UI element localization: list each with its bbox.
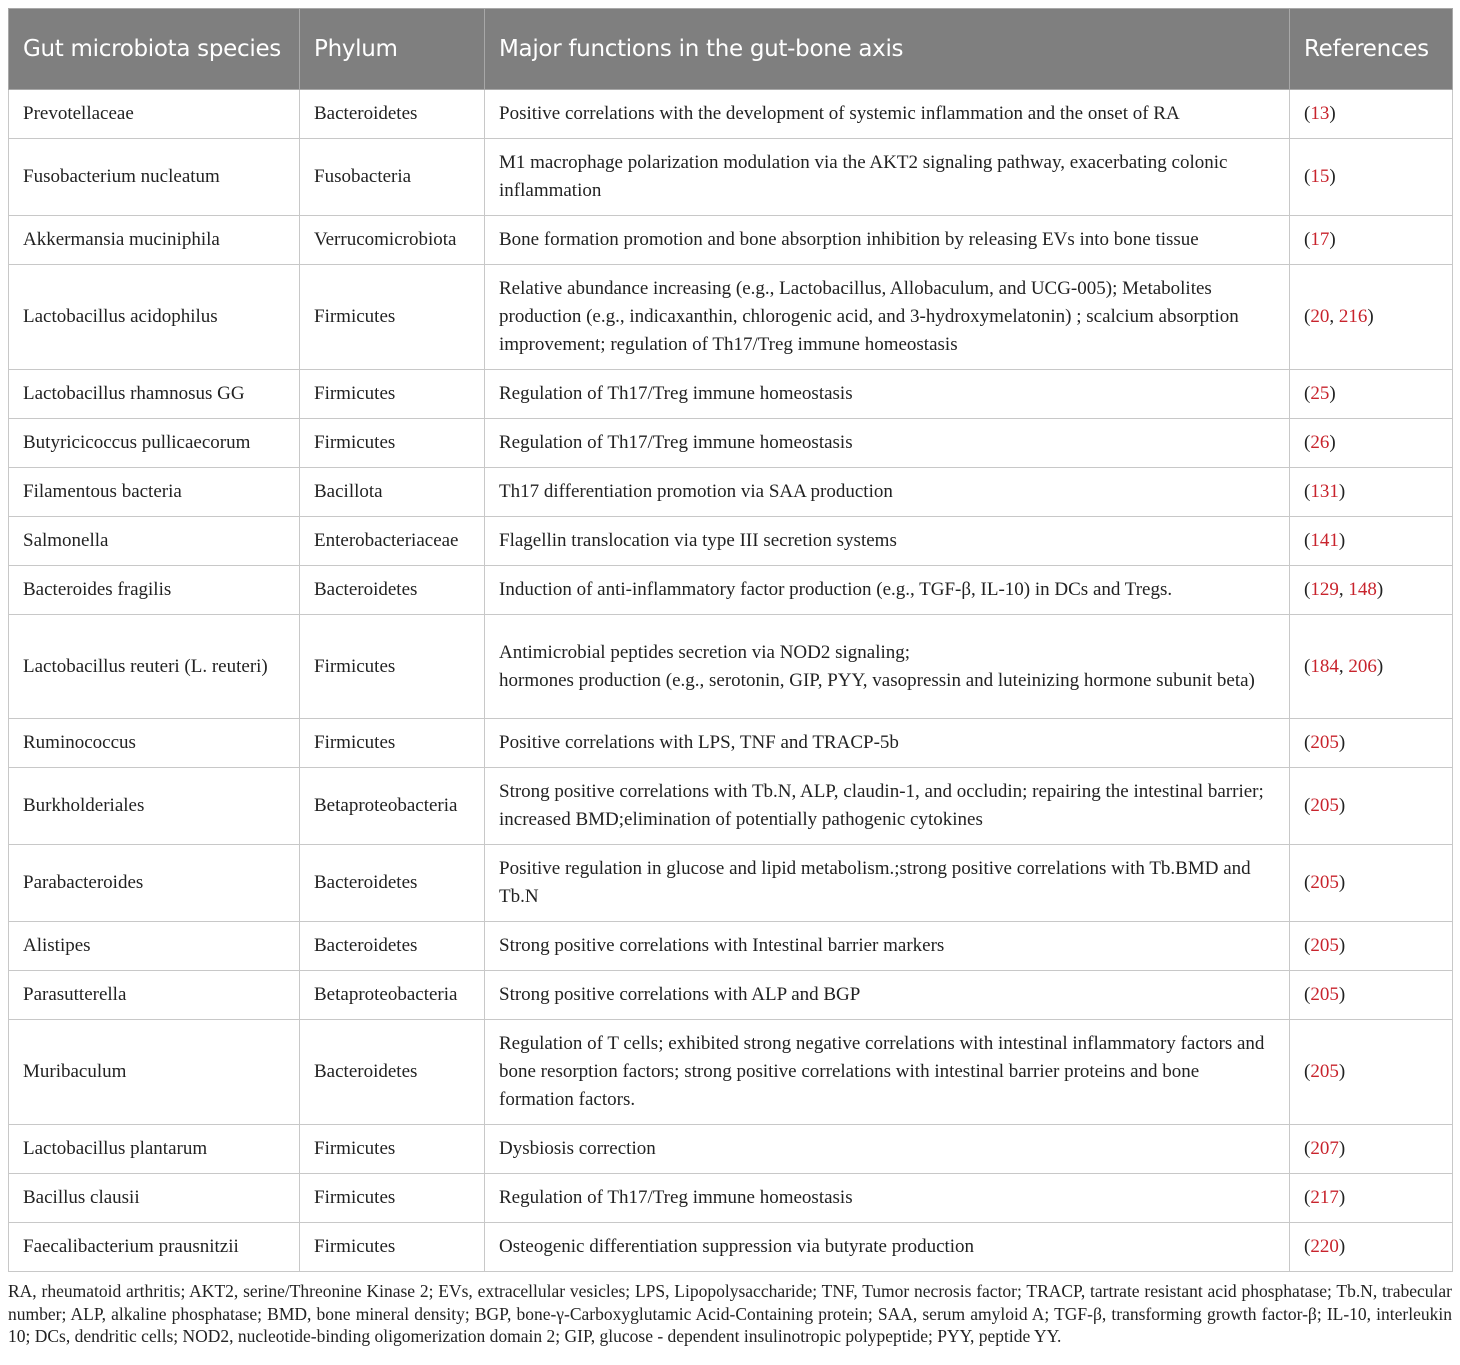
- species-cell: Bacillus clausii: [9, 1174, 300, 1223]
- function-cell: Antimicrobial peptides secretion via NOD2 signaling; hormones production (e.g., serotonin, GIP, PYY, vasopressin and luteinizing hormone subunit beta): [485, 615, 1290, 719]
- references-cell: (26): [1290, 419, 1453, 468]
- reference-link[interactable]: 13: [1310, 103, 1330, 124]
- table-row: [9, 566, 1453, 615]
- function-cell: Positive regulation in glucose and lipid metabolism.;strong positive correlations with Tb.BMD and Tb.N: [485, 845, 1290, 922]
- gut-microbiota-table: [8, 8, 1453, 1272]
- species-cell: Muribaculum: [9, 1020, 300, 1125]
- references-cell: (20, 216): [1290, 265, 1453, 370]
- table-row: [9, 922, 1453, 971]
- references-cell: (205): [1290, 1020, 1453, 1125]
- species-cell: Salmonella: [9, 517, 300, 566]
- function-cell: Bone formation promotion and bone absorption inhibition by releasing EVs into bone tissue: [485, 216, 1290, 265]
- references-cell: (205): [1290, 922, 1453, 971]
- reference-link[interactable]: 205: [1310, 1061, 1339, 1082]
- function-cell: Regulation of T cells; exhibited strong negative correlations with intestinal inflammatory factors and bone resorption factors; strong positive correlations with intestinal barrier proteins and bone formation factors.: [485, 1020, 1290, 1125]
- function-cell: Relative abundance increasing (e.g., Lactobacillus, Allobaculum, and UCG-005); Metabolites production (e.g., indicaxanthin, chlorogenic acid, and 3-hydroxymelatonin) ; scalcium absorption improvement; regulation of Th17/Treg immune homeostasis: [485, 265, 1290, 370]
- function-cell: Regulation of Th17/Treg immune homeostasis: [485, 419, 1290, 468]
- reference-link[interactable]: 216: [1338, 306, 1368, 327]
- table-row: [9, 845, 1453, 922]
- species-cell: Faecalibacterium prausnitzii: [9, 1223, 300, 1272]
- phylum-cell: Betaproteobacteria: [300, 971, 485, 1020]
- reference-link[interactable]: 25: [1310, 383, 1330, 404]
- table-row: [9, 216, 1453, 265]
- references-cell: (217): [1290, 1174, 1453, 1223]
- phylum-cell: Firmicutes: [300, 615, 485, 719]
- phylum-cell: Bacteroidetes: [300, 845, 485, 922]
- reference-link[interactable]: 184: [1310, 655, 1339, 677]
- table-row: [9, 1125, 1453, 1174]
- phylum-cell: Fusobacteria: [300, 139, 485, 216]
- table-footnote: RA, rheumatoid arthritis; AKT2, serine/Threonine Kinase 2; EVs, extracellular vesicles; LPS, Lipopolysaccharide; TNF, Tumor necrosis factor; TRACP, tartrate resistant acid phosphatase; Tb.N, trabecular number; ALP, alkaline phosphatase; BMD, bone mineral density; BGP, bone-γ-Carboxyglutamic Acid-Containing protein; SAA, serum amyloid A; TGF-β, transforming growth factor-β; IL-10, interleukin 10; DCs, dendritic cells; NOD2, nucleotide-binding oligomerization domain 2; GIP, glucose - dependent insulinotropic polypeptide; PYY, peptide YY.: [8, 1281, 1452, 1346]
- species-cell: Lactobacillus rhamnosus GG: [9, 370, 300, 419]
- table-row: [9, 1223, 1453, 1272]
- phylum-cell: Bacteroidetes: [300, 90, 485, 139]
- references-cell: (17): [1290, 216, 1453, 265]
- phylum-cell: Firmicutes: [300, 419, 485, 468]
- table-row: [9, 1174, 1453, 1223]
- function-cell: Strong positive correlations with Tb.N, ALP, claudin-1, and occludin; repairing the intestinal barrier; increased BMD;elimination of potentially pathogenic cytokines: [485, 768, 1290, 845]
- function-cell: Osteogenic differentiation suppression via butyrate production: [485, 1223, 1290, 1272]
- references-cell: (205): [1290, 845, 1453, 922]
- species-cell: Butyricicoccus pullicaecorum: [9, 419, 300, 468]
- phylum-cell: Firmicutes: [300, 1174, 485, 1223]
- references-cell: (15): [1290, 139, 1453, 216]
- table-row: [9, 419, 1453, 468]
- header-row: [9, 9, 1453, 90]
- header-phylum: Phylum: [300, 9, 485, 90]
- phylum-cell: Bacillota: [300, 468, 485, 517]
- table-row: [9, 1020, 1453, 1125]
- references-cell: (205): [1290, 719, 1453, 768]
- function-cell: Dysbiosis correction: [485, 1125, 1290, 1174]
- species-cell: Akkermansia muciniphila: [9, 216, 300, 265]
- references-cell: (141): [1290, 517, 1453, 566]
- species-cell: Filamentous bacteria: [9, 468, 300, 517]
- phylum-cell: Betaproteobacteria: [300, 768, 485, 845]
- phylum-cell: Bacteroidetes: [300, 566, 485, 615]
- reference-link[interactable]: 148: [1348, 579, 1377, 600]
- function-cell: Strong positive correlations with Intestinal barrier markers: [485, 922, 1290, 971]
- species-cell: Ruminococcus: [9, 719, 300, 768]
- reference-link[interactable]: 26: [1310, 432, 1330, 453]
- function-cell: M1 macrophage polarization modulation via the AKT2 signaling pathway, exacerbating colonic inflammation: [485, 139, 1290, 216]
- species-cell: Parasutterella: [9, 971, 300, 1020]
- table-row: [9, 265, 1453, 370]
- table-row: [9, 719, 1453, 768]
- phylum-cell: Bacteroidetes: [300, 1020, 485, 1125]
- reference-link[interactable]: 129: [1310, 579, 1339, 600]
- phylum-cell: Firmicutes: [300, 265, 485, 370]
- phylum-cell: Firmicutes: [300, 719, 485, 768]
- table-body: [9, 90, 1453, 1272]
- references-cell: (129, 148): [1290, 566, 1453, 615]
- table-row: [9, 139, 1453, 216]
- species-cell: Lactobacillus reuteri (L. reuteri): [9, 615, 300, 719]
- phylum-cell: Bacteroidetes: [300, 922, 485, 971]
- phylum-cell: Firmicutes: [300, 1125, 485, 1174]
- references-cell: (184, 206): [1290, 615, 1453, 719]
- reference-link[interactable]: 207: [1310, 1138, 1339, 1159]
- reference-link[interactable]: 205: [1310, 732, 1339, 753]
- function-cell: Flagellin translocation via type III secretion systems: [485, 517, 1290, 566]
- references-cell: (13): [1290, 90, 1453, 139]
- function-cell: Regulation of Th17/Treg immune homeostasis: [485, 1174, 1290, 1223]
- phylum-cell: Enterobacteriaceae: [300, 517, 485, 566]
- references-cell: (25): [1290, 370, 1453, 419]
- species-cell: Lactobacillus acidophilus: [9, 265, 300, 370]
- table-container: [8, 8, 1452, 1365]
- table-row: [9, 971, 1453, 1020]
- species-cell: Parabacteroides: [9, 845, 300, 922]
- table-row: [9, 768, 1453, 845]
- table-row: [9, 615, 1453, 719]
- header-functions: Major functions in the gut-bone axis: [485, 9, 1290, 90]
- reference-link[interactable]: 220: [1310, 1236, 1339, 1257]
- header-species: Gut microbiota species: [9, 9, 300, 90]
- species-cell: Alistipes: [9, 922, 300, 971]
- reference-link[interactable]: 217: [1310, 1187, 1339, 1208]
- references-cell: (205): [1290, 768, 1453, 845]
- reference-link[interactable]: 17: [1310, 229, 1330, 250]
- function-cell: Induction of anti-inflammatory factor production (e.g., TGF-β, IL-10) in DCs and Tregs.: [485, 566, 1290, 615]
- reference-link[interactable]: 205: [1310, 984, 1339, 1005]
- reference-link[interactable]: 205: [1310, 935, 1339, 956]
- species-cell: Fusobacterium nucleatum: [9, 139, 300, 216]
- reference-link[interactable]: 15: [1310, 166, 1330, 187]
- function-cell: Positive correlations with the development of systemic inflammation and the onset of RA: [485, 90, 1290, 139]
- phylum-cell: Firmicutes: [300, 1223, 485, 1272]
- species-cell: Lactobacillus plantarum: [9, 1125, 300, 1174]
- references-cell: (131): [1290, 468, 1453, 517]
- species-cell: Bacteroides fragilis: [9, 566, 300, 615]
- species-cell: Prevotellaceae: [9, 90, 300, 139]
- table-row: [9, 370, 1453, 419]
- species-cell: Burkholderiales: [9, 768, 300, 845]
- table-row: [9, 468, 1453, 517]
- function-cell: Regulation of Th17/Treg immune homeostasis: [485, 370, 1290, 419]
- phylum-cell: Verrucomicrobiota: [300, 216, 485, 265]
- phylum-cell: Firmicutes: [300, 370, 485, 419]
- table-row: [9, 517, 1453, 566]
- function-cell: Th17 differentiation promotion via SAA production: [485, 468, 1290, 517]
- reference-link[interactable]: 205: [1310, 795, 1339, 816]
- references-cell: (205): [1290, 971, 1453, 1020]
- reference-link[interactable]: 141: [1310, 530, 1339, 551]
- table-row: [9, 90, 1453, 139]
- function-cell: Strong positive correlations with ALP and BGP: [485, 971, 1290, 1020]
- reference-link[interactable]: 131: [1310, 481, 1339, 502]
- references-cell: (207): [1290, 1125, 1453, 1174]
- header-references: References: [1290, 9, 1453, 90]
- reference-link[interactable]: 206: [1348, 655, 1377, 677]
- function-cell: Positive correlations with LPS, TNF and TRACP-5b: [485, 719, 1290, 768]
- reference-link[interactable]: 20: [1310, 306, 1330, 327]
- references-cell: (220): [1290, 1223, 1453, 1272]
- reference-link[interactable]: 205: [1310, 872, 1339, 893]
